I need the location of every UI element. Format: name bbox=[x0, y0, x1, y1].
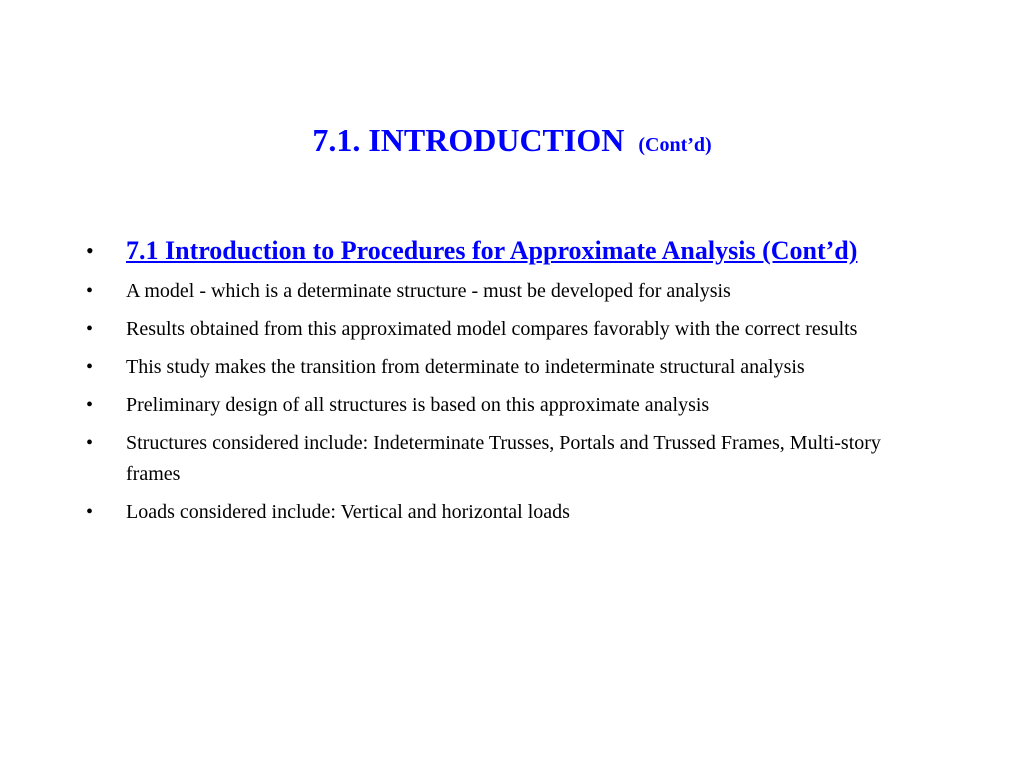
bullet-marker: • bbox=[86, 432, 94, 454]
bullet-marker: • bbox=[86, 501, 94, 523]
bullet-item bbox=[86, 428, 926, 490]
slide-title-main: 7.1. INTRODUCTION bbox=[312, 122, 625, 158]
bullet-item bbox=[86, 390, 926, 421]
bullet-text: Results obtained from this approximated model compares favorably with the correct results bbox=[126, 318, 858, 340]
bullet-marker: • bbox=[86, 318, 94, 340]
bullet-text: Structures considered include: Indeterminate Trusses, Portals and Trussed Frames, Multi-story frames bbox=[126, 432, 881, 485]
bullet-item bbox=[86, 314, 926, 345]
bullet-marker: • bbox=[86, 356, 94, 378]
bullet-text: Preliminary design of all structures is based on this approximate analysis bbox=[126, 394, 710, 416]
bullet-list bbox=[86, 232, 926, 535]
bullet-text: A model - which is a determinate structure - must be developed for analysis bbox=[126, 280, 731, 302]
slide-title-suffix: (Cont’d) bbox=[638, 134, 712, 156]
bullet-text: Loads considered include: Vertical and horizontal loads bbox=[126, 501, 570, 523]
bullet-marker: • bbox=[86, 238, 94, 263]
bullet-marker: • bbox=[86, 394, 94, 416]
bullet-text: This study makes the transition from determinate to indeterminate structural analysis bbox=[126, 356, 805, 378]
bullet-marker: • bbox=[86, 280, 94, 302]
slide-title bbox=[0, 122, 1024, 159]
section-link[interactable]: 7.1 Introduction to Procedures for Approximate Analysis (Cont’d) bbox=[126, 236, 858, 265]
bullet-item-lead bbox=[86, 232, 926, 270]
bullet-item bbox=[86, 276, 926, 307]
bullet-item bbox=[86, 497, 926, 528]
bullet-item bbox=[86, 352, 926, 383]
